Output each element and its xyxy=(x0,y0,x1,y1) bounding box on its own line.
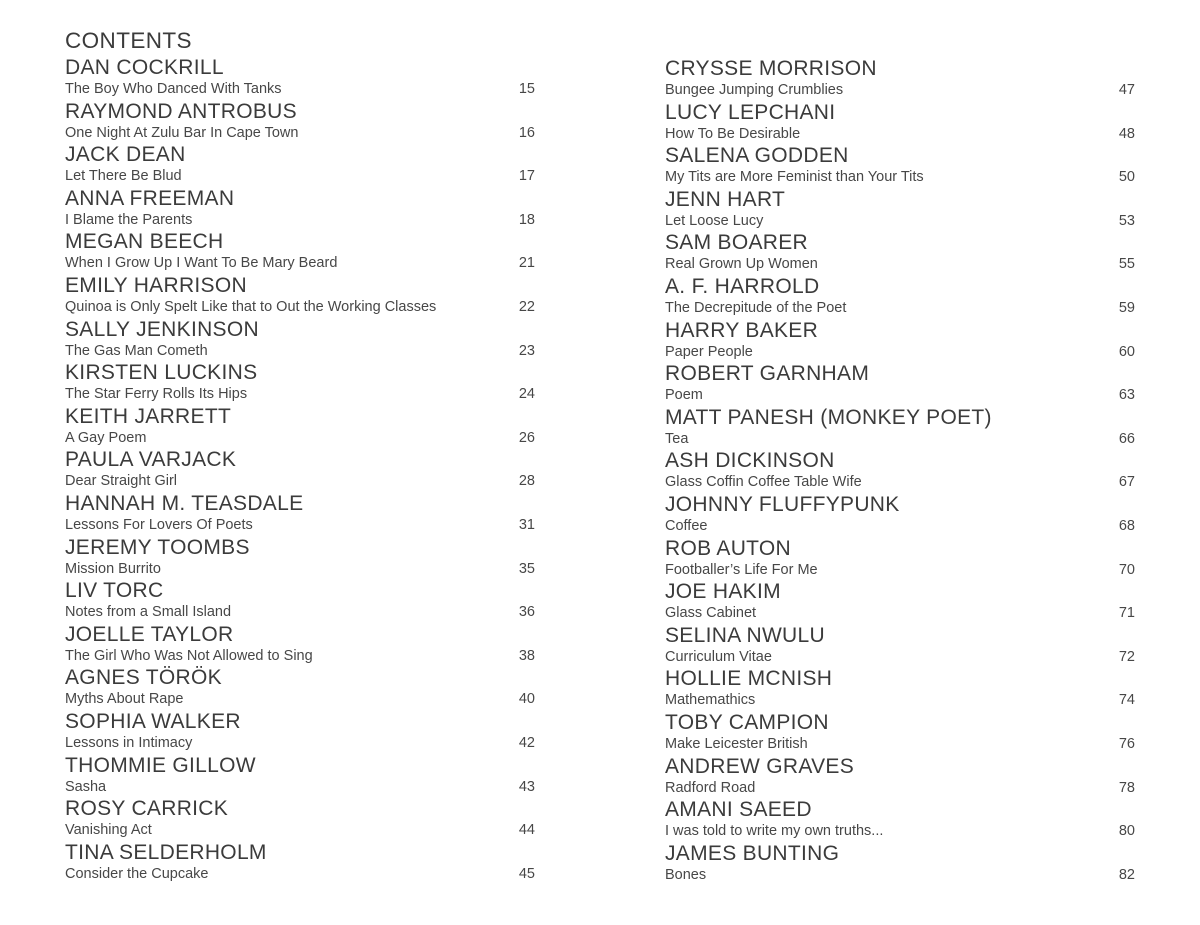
toc-entry-title-row xyxy=(665,125,1135,143)
poem-title: Quinoa is Only Spelt Like that to Out the Working Classes xyxy=(65,298,437,315)
poem-title: A Gay Poem xyxy=(65,429,147,446)
toc-entry-title-row xyxy=(65,560,535,578)
toc-entry-title-row xyxy=(665,430,1135,448)
page-number: 55 xyxy=(1118,256,1135,273)
page-number: 47 xyxy=(1118,82,1135,98)
toc-entry xyxy=(665,841,1135,884)
author-name: HARRY BAKER xyxy=(665,318,819,342)
poem-title: Real Grown Up Women xyxy=(665,256,818,273)
toc-entry xyxy=(65,665,535,708)
page-number: 80 xyxy=(1118,823,1135,840)
toc-entry-title-row xyxy=(665,343,1135,361)
contents-right-column xyxy=(665,26,1135,925)
page-number: 18 xyxy=(518,211,535,228)
toc-entry-title-row xyxy=(665,648,1135,666)
toc-entry-title-row xyxy=(65,778,535,796)
toc-entry-title-row xyxy=(65,211,535,229)
toc-entry xyxy=(665,623,1135,666)
author-name: ASH DICKINSON xyxy=(665,449,835,473)
page-number: 82 xyxy=(1118,866,1135,883)
toc-entry xyxy=(665,710,1135,753)
poem-title: Vanishing Act xyxy=(65,822,152,839)
toc-entry-title-row xyxy=(65,647,535,665)
toc-entry xyxy=(665,187,1135,230)
toc-entry-title-row xyxy=(665,81,1135,99)
poem-title: Bungee Jumping Crumblies xyxy=(665,82,844,98)
page-number: 66 xyxy=(1118,430,1135,447)
author-name: PAULA VARJACK xyxy=(65,448,237,472)
poem-title: Dear Straight Girl xyxy=(65,473,178,490)
page-number: 59 xyxy=(1118,299,1135,316)
toc-entry-title-row xyxy=(65,821,535,839)
toc-entry-title-row xyxy=(65,167,535,185)
toc-entry xyxy=(65,404,535,447)
poem-title: Mission Burrito xyxy=(65,560,161,577)
poem-title: Mathemathics xyxy=(665,692,756,709)
toc-entry-title-row xyxy=(665,299,1135,317)
toc-entry xyxy=(65,753,535,796)
toc-entry xyxy=(65,535,535,578)
poem-title: Make Leicester British xyxy=(665,735,808,752)
author-name: LUCY LEPCHANI xyxy=(665,100,836,124)
author-name: HANNAH M. TEASDALE xyxy=(65,491,304,515)
author-name: ROB AUTON xyxy=(665,536,792,560)
poem-title: Tea xyxy=(665,430,689,447)
author-name: TOBY CAMPION xyxy=(665,710,829,734)
author-name: KEITH JARRETT xyxy=(65,404,232,428)
toc-entry xyxy=(65,840,535,883)
poem-title: Consider the Cupcake xyxy=(65,865,209,882)
author-name: ROSY CARRICK xyxy=(65,797,229,821)
poem-title: Glass Cabinet xyxy=(665,605,757,622)
author-name: A. F. HARROLD xyxy=(665,274,820,298)
author-name: ROBERT GARNHAM xyxy=(665,362,870,386)
toc-entry-title-row xyxy=(65,865,535,883)
page-number: 50 xyxy=(1118,169,1135,186)
poem-title: Radford Road xyxy=(665,779,756,796)
page-number: 78 xyxy=(1118,779,1135,796)
poem-title: The Girl Who Was Not Allowed to Sing xyxy=(65,647,313,664)
toc-entry-title-row xyxy=(65,429,535,447)
page-number: 43 xyxy=(518,778,535,795)
toc-entry xyxy=(65,142,535,185)
page-number: 23 xyxy=(518,342,535,359)
author-name: RAYMOND ANTROBUS xyxy=(65,99,297,123)
page-number: 15 xyxy=(518,81,535,97)
toc-entry xyxy=(65,709,535,752)
toc-entry-title-row xyxy=(665,517,1135,535)
author-name: LIV TORC xyxy=(65,579,164,603)
toc-entry-title-row xyxy=(65,385,535,403)
poem-title: The Gas Man Cometh xyxy=(65,342,208,359)
page-number: 36 xyxy=(518,604,535,621)
poem-title: Bones xyxy=(665,866,707,883)
author-name: SELINA NWULU xyxy=(665,623,825,647)
toc-entry xyxy=(65,99,535,142)
poem-title: How To Be Desirable xyxy=(665,125,801,142)
page-number: 60 xyxy=(1118,343,1135,360)
author-name: CRYSSE MORRISON xyxy=(665,57,877,80)
toc-entry-title-row xyxy=(65,298,535,316)
toc-entry xyxy=(65,796,535,839)
author-name: JEREMY TOOMBS xyxy=(65,535,250,559)
author-name: SALENA GODDEN xyxy=(665,144,849,168)
author-name: AGNES TÖRÖK xyxy=(65,666,222,690)
author-name: THOMMIE GILLOW xyxy=(65,753,256,777)
page-number: 71 xyxy=(1118,605,1135,622)
author-name: JACK DEAN xyxy=(65,143,186,167)
toc-entry xyxy=(665,318,1135,361)
page-number: 67 xyxy=(1118,474,1135,491)
toc-entry-title-row xyxy=(665,212,1135,230)
author-name: SOPHIA WALKER xyxy=(65,709,241,733)
author-name: MEGAN BEECH xyxy=(65,230,224,254)
toc-entry-title-row xyxy=(665,735,1135,753)
toc-entry-title-row xyxy=(65,342,535,360)
page-number: 17 xyxy=(518,168,535,185)
poem-title: Let There Be Blud xyxy=(65,168,182,185)
toc-entry-title-row xyxy=(65,254,535,272)
toc-entry xyxy=(665,536,1135,579)
author-name: DAN COCKRILL xyxy=(65,56,224,79)
poem-title: Lessons For Lovers Of Poets xyxy=(65,516,253,533)
poem-title: Curriculum Vitae xyxy=(665,648,772,665)
page-number: 38 xyxy=(518,647,535,664)
page-number: 76 xyxy=(1118,735,1135,752)
toc-entry xyxy=(65,360,535,403)
page-number: 21 xyxy=(518,255,535,272)
toc-entry-title-row xyxy=(665,866,1135,884)
poem-title: The Boy Who Danced With Tanks xyxy=(65,81,282,97)
toc-entry xyxy=(665,448,1135,491)
toc-entry-title-row xyxy=(665,691,1135,709)
poem-title: Notes from a Small Island xyxy=(65,604,232,621)
toc-list-right xyxy=(665,56,1135,884)
toc-entry xyxy=(665,143,1135,186)
toc-entry-title-row xyxy=(65,734,535,752)
poem-title: My Tits are More Feminist than Your Tits xyxy=(665,169,924,186)
toc-entry xyxy=(65,55,535,98)
toc-entry-title-row xyxy=(665,255,1135,273)
poem-title: The Decrepitude of the Poet xyxy=(665,299,847,316)
poem-title: Sasha xyxy=(65,778,107,795)
poem-title: Coffee xyxy=(665,517,708,534)
page-number: 24 xyxy=(518,386,535,403)
toc-entry xyxy=(65,578,535,621)
poem-title: Poem xyxy=(665,387,703,404)
page-number: 53 xyxy=(1118,212,1135,229)
toc-entry xyxy=(665,56,1135,99)
toc-entry-title-row xyxy=(665,386,1135,404)
toc-entry xyxy=(665,666,1135,709)
page-number: 35 xyxy=(518,560,535,577)
page-number: 68 xyxy=(1118,517,1135,534)
poem-title: I Blame the Parents xyxy=(65,211,193,228)
page-number: 40 xyxy=(518,691,535,708)
author-name: ANDREW GRAVES xyxy=(665,754,855,778)
page-number: 45 xyxy=(518,865,535,882)
poem-title: I was told to write my own truths... xyxy=(665,823,884,840)
poem-title: When I Grow Up I Want To Be Mary Beard xyxy=(65,255,338,272)
page-title: CONTENTS xyxy=(65,28,192,53)
toc-entry xyxy=(665,405,1135,448)
poem-title: The Star Ferry Rolls Its Hips xyxy=(65,386,248,403)
toc-entry-title-row xyxy=(65,80,535,98)
toc-entry xyxy=(65,447,535,490)
toc-entry-title-row xyxy=(665,604,1135,622)
poem-title: Footballer’s Life For Me xyxy=(665,561,818,578)
toc-entry-title-row xyxy=(65,603,535,621)
author-name: EMILY HARRISON xyxy=(65,273,247,297)
toc-entry xyxy=(65,186,535,229)
poem-title: Let Loose Lucy xyxy=(665,212,764,229)
page-number: 26 xyxy=(518,429,535,446)
page-number: 28 xyxy=(518,473,535,490)
poem-title: Lessons in Intimacy xyxy=(65,734,193,751)
author-name: KIRSTEN LUCKINS xyxy=(65,361,258,385)
page-number: 70 xyxy=(1118,561,1135,578)
contents-left-column xyxy=(65,26,535,925)
author-name: TINA SELDERHOLM xyxy=(65,840,267,864)
toc-entry xyxy=(665,797,1135,840)
toc-entry-title-row xyxy=(665,168,1135,186)
page-number: 22 xyxy=(518,298,535,315)
toc-entry-title-row xyxy=(665,561,1135,579)
author-name: JENN HART xyxy=(665,187,786,211)
toc-entry-title-row xyxy=(665,473,1135,491)
poem-title: Myths About Rape xyxy=(65,691,184,708)
page-number: 48 xyxy=(1118,125,1135,142)
page-number: 74 xyxy=(1118,692,1135,709)
author-name: SAM BOARER xyxy=(665,231,809,255)
toc-entry-title-row xyxy=(65,124,535,142)
author-name: JOHNNY FLUFFYPUNK xyxy=(665,492,900,516)
page-number: 42 xyxy=(518,734,535,751)
poem-title: Glass Coffin Coffee Table Wife xyxy=(665,474,862,491)
author-name: HOLLIE MCNISH xyxy=(665,667,833,691)
author-name: AMANI SAEED xyxy=(665,798,812,822)
toc-entry xyxy=(665,579,1135,622)
author-name: JOE HAKIM xyxy=(665,580,781,604)
page-number: 31 xyxy=(518,516,535,533)
page-number: 44 xyxy=(518,822,535,839)
author-name: JOELLE TAYLOR xyxy=(65,622,234,646)
poem-title: One Night At Zulu Bar In Cape Town xyxy=(65,124,299,141)
toc-entry-title-row xyxy=(65,516,535,534)
author-name: SALLY JENKINSON xyxy=(65,317,259,341)
page-number: 16 xyxy=(518,124,535,141)
toc-entry xyxy=(65,317,535,360)
toc-entry xyxy=(665,274,1135,317)
page-number: 72 xyxy=(1118,648,1135,665)
toc-entry-title-row xyxy=(665,779,1135,797)
author-name: ANNA FREEMAN xyxy=(65,186,235,210)
toc-entry xyxy=(665,754,1135,797)
toc-entry xyxy=(665,492,1135,535)
toc-entry-title-row xyxy=(665,822,1135,840)
toc-entry xyxy=(65,229,535,272)
toc-entry xyxy=(65,491,535,534)
author-name: MATT PANESH (MONKEY POET) xyxy=(665,405,992,429)
author-name: JAMES BUNTING xyxy=(665,841,840,865)
toc-entry xyxy=(665,361,1135,404)
page-number: 63 xyxy=(1118,387,1135,404)
toc-entry xyxy=(665,100,1135,143)
toc-list-left xyxy=(65,55,535,883)
toc-entry-title-row xyxy=(65,690,535,708)
toc-entry xyxy=(65,622,535,665)
toc-entry xyxy=(65,273,535,316)
toc-entry-title-row xyxy=(65,472,535,490)
poem-title: Paper People xyxy=(665,343,753,360)
toc-entry xyxy=(665,230,1135,273)
